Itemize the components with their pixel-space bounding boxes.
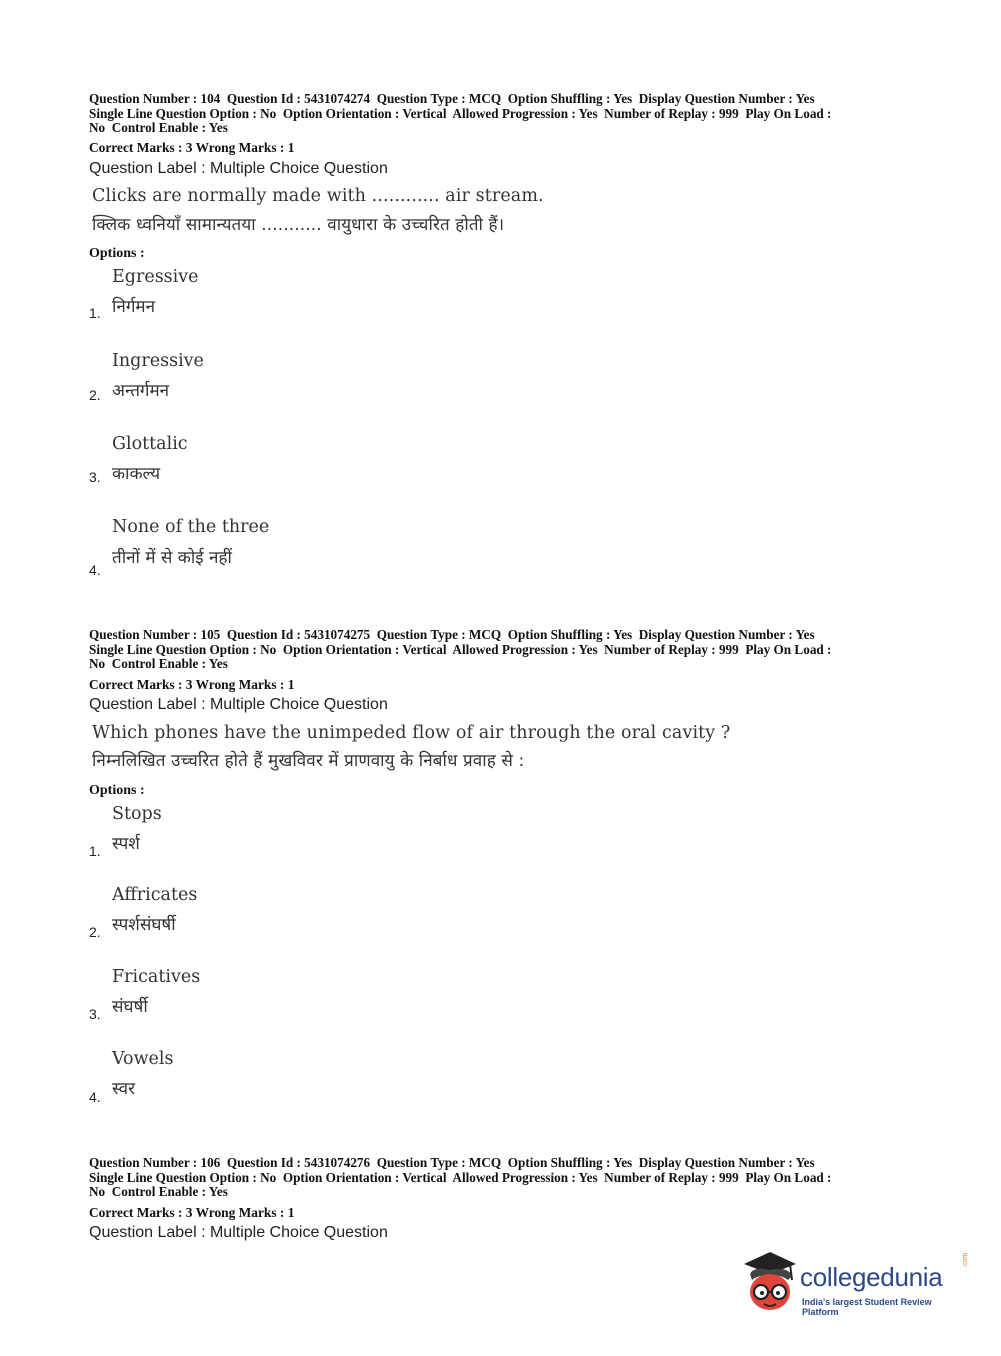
question-text-english: Which phones have the unimpeded flow of air through the oral cavity ? [92,723,731,743]
option-text-hindi: संघर्षी [112,997,148,1017]
mascot-icon [740,1250,802,1316]
option-text-hindi: काकल्य [112,464,161,484]
option-text-english: Glottalic [112,434,188,454]
marks-info: Correct Marks : 3 Wrong Marks : 1 [89,140,295,155]
marks-info: Correct Marks : 3 Wrong Marks : 1 [89,1205,295,1220]
option-text-hindi: स्पर्श [112,834,140,854]
question-label: Question Label : Multiple Choice Question [89,1224,388,1241]
option-number: 1. [89,843,101,859]
option-text-english: Vowels [112,1049,174,1069]
option-text-hindi: निर्गमन [112,297,156,317]
option-number: 4. [89,1089,101,1105]
option-text-english: None of the three [112,517,270,537]
option-text-english: Ingressive [112,351,204,371]
options-title: Options : [89,246,145,261]
question-meta: Question Number : 105 Question Id : 5431074275 Question Type : MCQ Option Shuffling : Yes Display Question Number : Yes Single Line Question Option : No Option Orientation : Vertical Allowed Progression : Yes Number of Replay : 999 Play On Load : No Control Enable : Yes [89,627,832,672]
option-text-hindi: अन्तर्गमन [112,381,170,401]
option-number: 3. [89,1006,101,1022]
question-meta: Question Number : 106 Question Id : 5431074276 Question Type : MCQ Option Shuffling : Yes Display Question Number : Yes Single Line Question Option : No Option Orientation : Vertical Allowed Progression : Yes Number of Replay : 999 Play On Load : No Control Enable : Yes [89,1155,832,1200]
options-title: Options : [89,783,145,798]
option-number: 1. [89,305,101,321]
collegedunia-logo [740,1250,970,1316]
option-number: 3. [89,469,101,485]
question-label: Question Label : Multiple Choice Question [89,160,388,177]
question-meta: Question Number : 104 Question Id : 5431074274 Question Type : MCQ Option Shuffling : Yes Display Question Number : Yes Single Line Question Option : No Option Orientation : Vertical Allowed Progression : Yes Number of Replay : 999 Play On Load : No Control Enable : Yes [89,91,832,136]
option-text-hindi: स्पर्शसंघर्षी [112,915,176,935]
logo-tagline: India's largest Student Review Platform [802,1297,932,1317]
option-number: 2. [89,924,101,940]
question-text-hindi: क्लिक ध्वनियाँ सामान्यतया ........... वायुधारा के उच्चरित होती हैं। [92,215,505,235]
option-text-english: Stops [112,804,162,824]
option-text-hindi: तीनों में से कोई नहीं [112,548,232,568]
option-text-hindi: स्वर [112,1079,136,1099]
question-text-hindi: निम्नलिखित उच्चरित होते हैं मुखविवर में प्राणवायु के निर्बाध प्रवाह से : [92,751,525,771]
option-text-english: Egressive [112,267,199,287]
logo-com: .com [962,1252,969,1268]
question-label: Question Label : Multiple Choice Question [89,696,388,713]
option-number: 2. [89,387,101,403]
question-text-english: Clicks are normally made with ............ air stream. [92,186,544,206]
option-number: 4. [89,562,101,578]
option-text-english: Fricatives [112,967,201,987]
option-text-english: Affricates [112,885,198,905]
marks-info: Correct Marks : 3 Wrong Marks : 1 [89,677,295,692]
logo-wordmark: collegedunia [800,1262,943,1292]
